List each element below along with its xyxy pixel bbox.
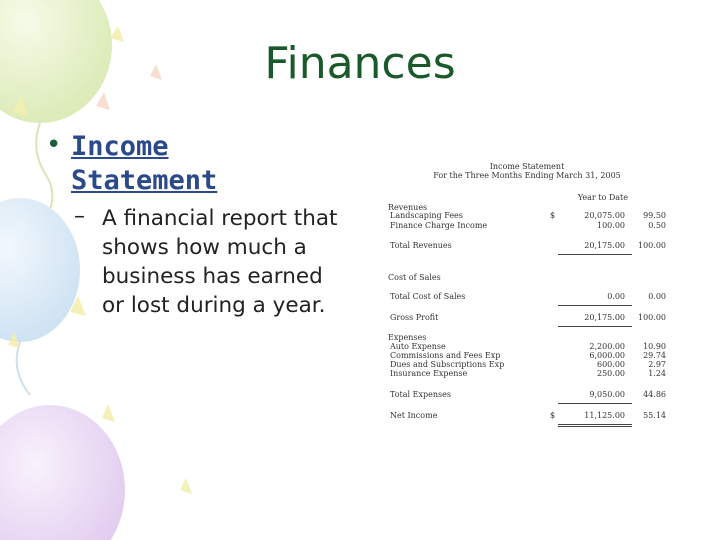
income-statement-image	[386, 160, 668, 430]
net-income-label: Net Income	[390, 411, 438, 420]
currency-symbol: $	[550, 211, 556, 220]
report-total-pct: 0.00	[648, 292, 666, 301]
report-total-label: Total Revenues	[390, 241, 452, 250]
report-total-pct: 100.00	[638, 241, 666, 250]
bullet-link-income-statement[interactable]: Income Statement	[71, 131, 218, 196]
total-rule	[558, 305, 632, 306]
report-subtitle: For the Three Months Ending March 31, 2005	[433, 171, 621, 180]
gross-profit-pct: 100.00	[638, 313, 666, 322]
report-row-label: Landscaping Fees	[390, 211, 463, 220]
report-column-header: Year to Date	[577, 193, 628, 202]
bullet-dot: •	[46, 130, 62, 160]
report-row-label: Commissions and Fees Exp	[390, 351, 501, 360]
sub-bullet-text: A financial report that shows how much a business has earned or lost during a year.	[102, 206, 338, 318]
net-income-pct: 55.14	[643, 411, 666, 420]
report-row-amount: 600.00	[597, 360, 625, 369]
report-row-pct: 29.74	[643, 351, 666, 360]
slide-title: Finances	[264, 38, 456, 89]
gross-profit-amount: 20,175.00	[584, 313, 625, 322]
report-total-label: Total Expenses	[390, 390, 451, 399]
report-row-amount: 20,075.00	[584, 211, 625, 220]
balloon-blue	[0, 198, 80, 342]
report-row-amount: 250.00	[597, 369, 625, 378]
report-row-pct: 99.50	[643, 211, 666, 220]
net-income-amount: 11,125.00	[584, 411, 625, 420]
cost-of-sales-heading: Cost of Sales	[388, 273, 441, 282]
report-row-amount: 6,000.00	[589, 351, 625, 360]
sub-bullet-dash: –	[74, 204, 85, 229]
report-total-amount: 9,050.00	[589, 390, 625, 399]
balloon-purple	[0, 405, 125, 540]
revenues-heading: Revenues	[388, 203, 428, 212]
report-total-amount: 20,175.00	[584, 241, 625, 250]
report-row-amount: 100.00	[597, 221, 625, 230]
currency-symbol: $	[550, 411, 556, 420]
report-row-label: Insurance Expense	[390, 369, 468, 378]
report-row-amount: 2,200.00	[589, 342, 625, 351]
report-row-pct: 10.90	[643, 342, 666, 351]
report-total-amount: 0.00	[607, 292, 625, 301]
total-rule	[558, 326, 632, 327]
report-total-label: Total Cost of Sales	[390, 292, 466, 301]
total-rule	[558, 403, 632, 404]
total-rule	[558, 254, 632, 255]
report-title: Income Statement	[489, 162, 565, 171]
report-row-pct: 1.24	[648, 369, 666, 378]
report-row-pct: 2.97	[648, 360, 666, 369]
report-row-label: Auto Expense	[390, 342, 446, 351]
report-row-label: Finance Charge Income	[390, 221, 488, 230]
gross-profit-label: Gross Profit	[390, 313, 439, 322]
expenses-heading: Expenses	[388, 333, 427, 342]
report-total-pct: 44.86	[643, 390, 666, 399]
report-row-label: Dues and Subscriptions Exp	[390, 360, 505, 369]
double-rule	[558, 424, 632, 427]
report-row-pct: 0.50	[648, 221, 666, 230]
